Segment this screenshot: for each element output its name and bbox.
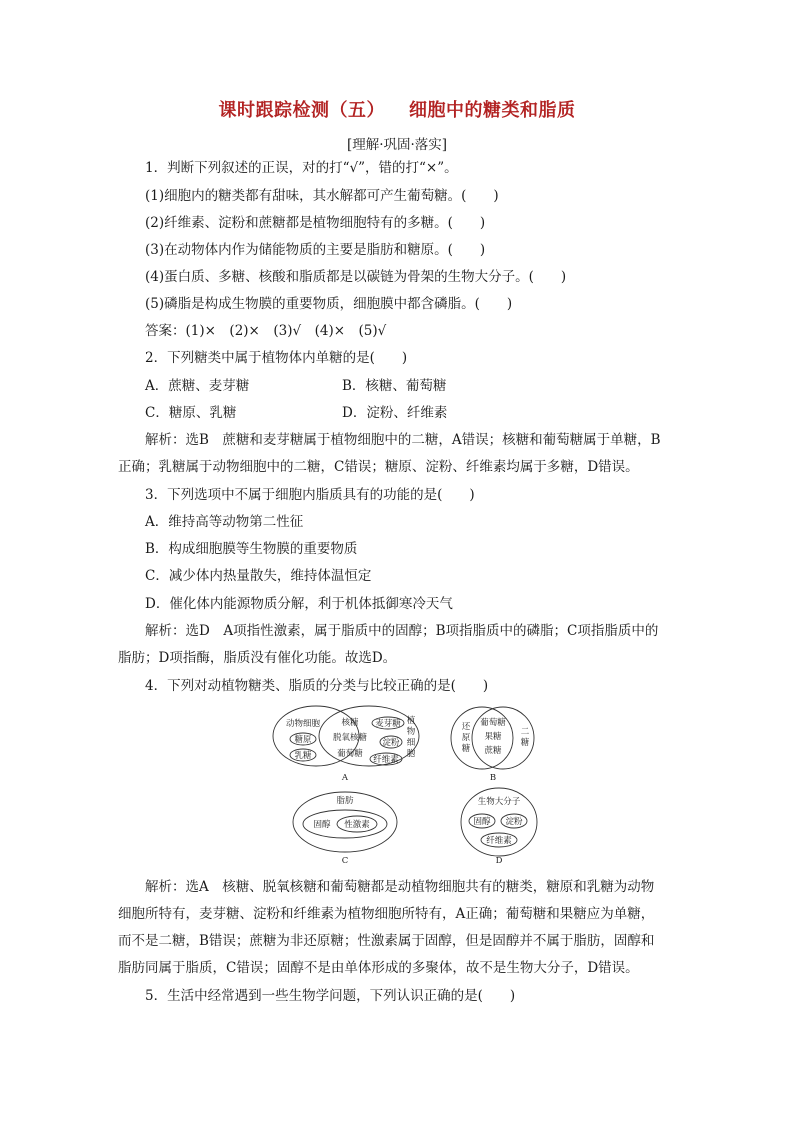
diagram-a-middle-item-2: 脱氧核糖	[332, 733, 368, 743]
diagram-b-caption: B	[489, 773, 497, 783]
diagram-b-middle-item-3: 蔗糖	[484, 746, 502, 756]
diagram-d-item-3: 纤维素	[486, 836, 512, 846]
q4-analysis-line-2: 细胞所特有，麦芽糖、淀粉和纤维素为植物细胞所特有，A正确；葡萄糖和果糖应为单糖，	[118, 906, 655, 922]
diagram-a-right-title-3: 细	[406, 738, 416, 748]
diagram-b-right-title-2: 糖	[520, 738, 530, 748]
q1-stem: 1．判断下列叙述的正误，对的打“√”，错的打“×”。	[145, 160, 458, 176]
q3-option-c: C．减少体内热量散失，维持体温恒定	[145, 568, 372, 584]
diagram-a-right-item-3: 纤维素	[373, 755, 399, 765]
diagram-b-right-title-1: 二	[520, 727, 530, 737]
q1-item-3: (3)在动物体内作为储能物质的主要是脂肪和糖原。( )	[145, 242, 486, 258]
q3-option-d: D．催化体内能源物质分解，利于机体抵御寒冷天气	[145, 596, 453, 612]
diagram-c-item-2: 性激素	[344, 820, 370, 830]
diagram-c-item-1: 固醇	[313, 820, 331, 830]
diagram-a-left-title: 动物细胞	[285, 719, 321, 729]
q4-analysis-line-3: 而不是二糖，B错误；蔗糖为非还原糖；性激素属于固醇，但是固醇并不属于脂肪，固醇和	[118, 933, 655, 949]
diagram-a-left-item-2: 乳糖	[294, 751, 312, 761]
page-title	[0, 96, 794, 122]
q3-option-b: B．构成细胞膜等生物膜的重要物质	[145, 541, 358, 557]
diagram-c-caption: C	[341, 856, 349, 866]
q2-stem: 2．下列糖类中属于植物体内单糖的是( )	[145, 350, 408, 366]
q2-option-b: B．核糖、葡萄糖	[342, 378, 447, 394]
diagram-d-outer-label: 生物大分子	[477, 797, 521, 807]
q1-answer: 答案：(1)× (2)× (3)√ (4)× (5)√	[145, 323, 387, 339]
section-label: [理解·巩固·落实]	[346, 137, 448, 153]
diagram-a-right-title-2: 物	[406, 727, 416, 737]
q3-stem: 3．下列选项中不属于细胞内脂质具有的功能的是( )	[145, 487, 475, 503]
title-main: 课时跟踪检测（五）	[218, 100, 385, 121]
q1-item-5: (5)磷脂是构成生物膜的重要物质，细胞膜中都含磷脂。( )	[145, 296, 513, 312]
q1-item-1: (1)细胞内的糖类都有甜味，其水解都可产生葡萄糖。( )	[145, 188, 499, 204]
q3-analysis-line-2: 脂肪；D项指酶，脂质没有催化功能。故选D。	[118, 650, 397, 666]
diagram-a-right-item-1: 麦芽糖	[375, 719, 401, 729]
q2-analysis-line-1: 解析：选B 蔗糖和麦芽糖属于植物细胞中的二糖，A错误；核糖和葡萄糖属于单糖，B	[145, 432, 661, 448]
diagram-d-item-1: 固醇	[473, 817, 491, 827]
diagram-b-left-title-1: 还	[461, 722, 471, 732]
title-sub: 细胞中的糖类和脂质	[409, 100, 576, 121]
q2-option-d: D．淀粉、纤维素	[342, 405, 448, 421]
diagram-b-left-title-3: 糖	[461, 744, 471, 754]
q5-stem: 5．生活中经常遇到一些生物学问题，下列认识正确的是( )	[145, 988, 516, 1004]
diagram-a-right-title-1: 植	[406, 716, 416, 726]
q4-diagrams	[270, 702, 540, 868]
q2-option-c: C．糖原、乳糖	[145, 405, 237, 421]
q4-analysis-line-4: 脂肪同属于脂质，C错误；固醇不是由单体形成的多聚体，故不是生物大分子，D错误。	[118, 960, 639, 976]
diagram-a-caption: A	[341, 773, 349, 783]
q3-option-a: A．维持高等动物第二性征	[145, 514, 304, 530]
q1-item-4: (4)蛋白质、多糖、核酸和脂质都是以碳链为骨架的生物大分子。( )	[145, 269, 567, 285]
diagram-c-outer-label: 脂肪	[336, 796, 354, 806]
q3-analysis-line-1: 解析：选D A项指性激素，属于脂质中的固醇；B项指脂质中的磷脂；C项指脂质中的	[145, 623, 659, 639]
diagram-a-middle-item-1: 核糖	[341, 718, 359, 728]
diagram-d-item-2: 淀粉	[505, 817, 523, 827]
diagram-b-left-title-2: 原	[461, 733, 471, 743]
diagram-b-left-circle	[451, 707, 513, 769]
diagram-a-right-item-2: 淀粉	[382, 738, 400, 748]
diagram-d-caption: D	[495, 856, 503, 866]
diagram-a-right-title-4: 胞	[406, 749, 416, 759]
diagram-a-left-item-1: 糖原	[294, 735, 312, 745]
q2-option-a: A．蔗糖、麦芽糖	[145, 378, 250, 394]
diagram-a-middle-item-3: 葡萄糖	[337, 749, 363, 759]
q4-analysis-line-1: 解析：选A 核糖、脱氧核糖和葡萄糖都是动植物细胞共有的糖类，糖原和乳糖为动物	[145, 879, 655, 895]
diagram-b-middle-item-2: 果糖	[484, 732, 502, 742]
q1-item-2: (2)纤维素、淀粉和蔗糖都是植物细胞特有的多糖。( )	[145, 215, 486, 231]
q2-analysis-line-2: 正确；乳糖属于动物细胞中的二糖，C错误；糖原、淀粉、纤维素均属于多糖，D错误。	[118, 459, 639, 475]
q4-stem: 4．下列对动植物糖类、脂质的分类与比较正确的是( )	[145, 678, 489, 694]
diagram-b-middle-item-1: 葡萄糖	[480, 718, 506, 728]
